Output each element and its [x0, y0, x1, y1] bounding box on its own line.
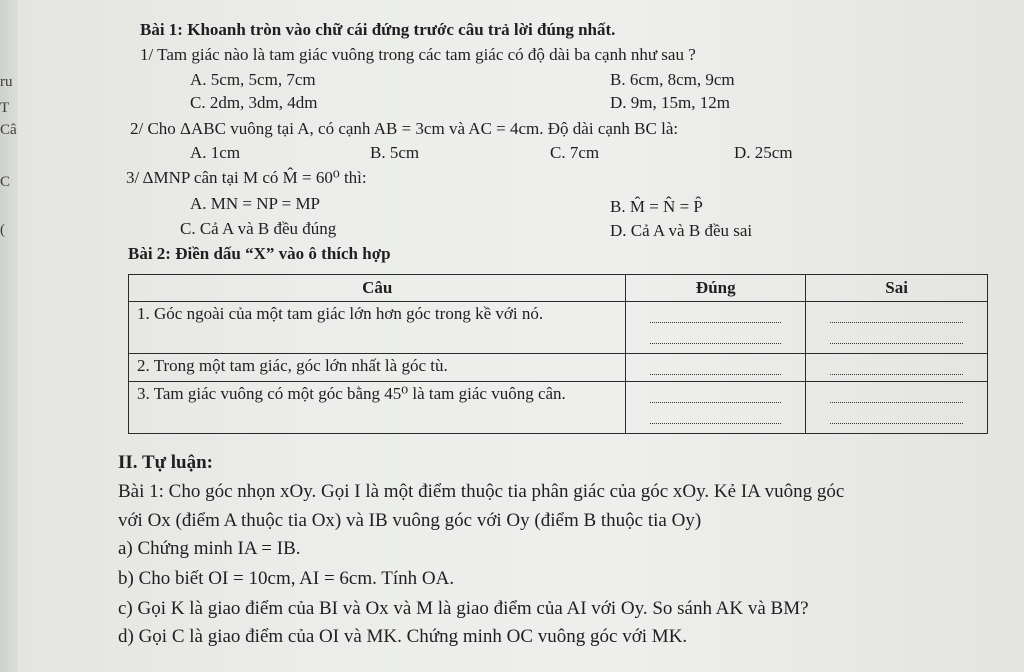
- q1-option-d: D. 9m, 15m, 12m: [610, 93, 730, 112]
- essay-heading: II. Tự luận:: [118, 452, 214, 473]
- header-false: Sai: [806, 275, 988, 302]
- q2-option-b: B. 5cm: [370, 143, 420, 162]
- q1-stem: 1/ Tam giác nào là tam giác vuông trong các tam giác có độ dài ba cạnh như sau ?: [140, 45, 696, 64]
- true-false-table: [128, 274, 988, 434]
- header-question: Câu: [129, 275, 626, 302]
- answer-false-2[interactable]: [806, 354, 988, 382]
- q2-stem: 2/ Cho ΔABC vuông tại A, có cạnh AB = 3cm và AC = 4cm. Độ dài cạnh BC là:: [130, 119, 679, 138]
- essay-part-d: d) Gọi C là giao điểm của OI và MK. Chứng minh OC vuông góc với MK.: [118, 626, 688, 647]
- q3-option-d: D. Cả A và B đều sai: [610, 221, 753, 240]
- essay-part-c: c) Gọi K là giao điểm của BI và Ox và M là giao điểm của AI với Oy. So sánh AK và BM?: [118, 598, 809, 619]
- q3-option-c: C. Cả A và B đều đúng: [180, 219, 337, 238]
- bai1-title: Bài 1: Khoanh tròn vào chữ cái đứng trước câu trả lời đúng nhất.: [140, 20, 616, 39]
- q1-option-a: A. 5cm, 5cm, 7cm: [190, 70, 316, 89]
- answer-true-2[interactable]: [626, 354, 806, 382]
- header-true: Đúng: [626, 275, 806, 302]
- table-row: [129, 354, 988, 382]
- q3-stem: 3/ ΔMNP cân tại M có M̂ = 60⁰ thì:: [126, 168, 367, 187]
- edge-text: C: [0, 174, 11, 190]
- answer-false-3[interactable]: [806, 381, 988, 433]
- answer-false-1[interactable]: [806, 302, 988, 354]
- essay-part-a: a) Chứng minh IA = IB.: [118, 538, 301, 559]
- statement-2: 2. Trong một tam giác, góc lớn nhất là góc tù.: [129, 354, 626, 382]
- edge-text: ru: [0, 74, 13, 90]
- essay-problem-line2: với Ox (điểm A thuộc tia Ox) và IB vuông góc với Oy (điểm B thuộc tia Oy): [118, 510, 702, 531]
- bai2-title: Bài 2: Điền dấu “X” vào ô thích hợp: [128, 244, 391, 263]
- q2-option-c: C. 7cm: [550, 143, 600, 162]
- statement-3: 3. Tam giác vuông có một góc bằng 45⁰ là tam giác vuông cân.: [129, 381, 626, 433]
- edge-text: (: [0, 222, 5, 238]
- essay-problem-line1: Bài 1: Cho góc nhọn xOy. Gọi I là một điểm thuộc tia phân giác của góc xOy. Kẻ IA vuông góc: [118, 481, 845, 502]
- answer-true-1[interactable]: [626, 302, 806, 354]
- q2-option-d: D. 25cm: [734, 143, 793, 162]
- q1-option-c: C. 2dm, 3dm, 4dm: [190, 93, 318, 112]
- essay-part-b: b) Cho biết OI = 10cm, AI = 6cm. Tính OA.: [118, 568, 455, 589]
- edge-text: T: [0, 100, 10, 116]
- table-row: [129, 381, 988, 433]
- q2-option-a: A. 1cm: [190, 143, 241, 162]
- edge-text: Câ: [0, 122, 17, 138]
- left-page-edge: [0, 0, 18, 672]
- table-row: [129, 302, 988, 354]
- q3-option-a: A. MN = NP = MP: [190, 194, 321, 213]
- q3-option-b: B. M̂ = N̂ = P̂: [610, 197, 703, 216]
- q1-option-b: B. 6cm, 8cm, 9cm: [610, 70, 735, 89]
- statement-1: 1. Góc ngoài của một tam giác lớn hơn góc trong kề với nó.: [129, 302, 626, 354]
- answer-true-3[interactable]: [626, 381, 806, 433]
- table-header-row: [129, 275, 988, 302]
